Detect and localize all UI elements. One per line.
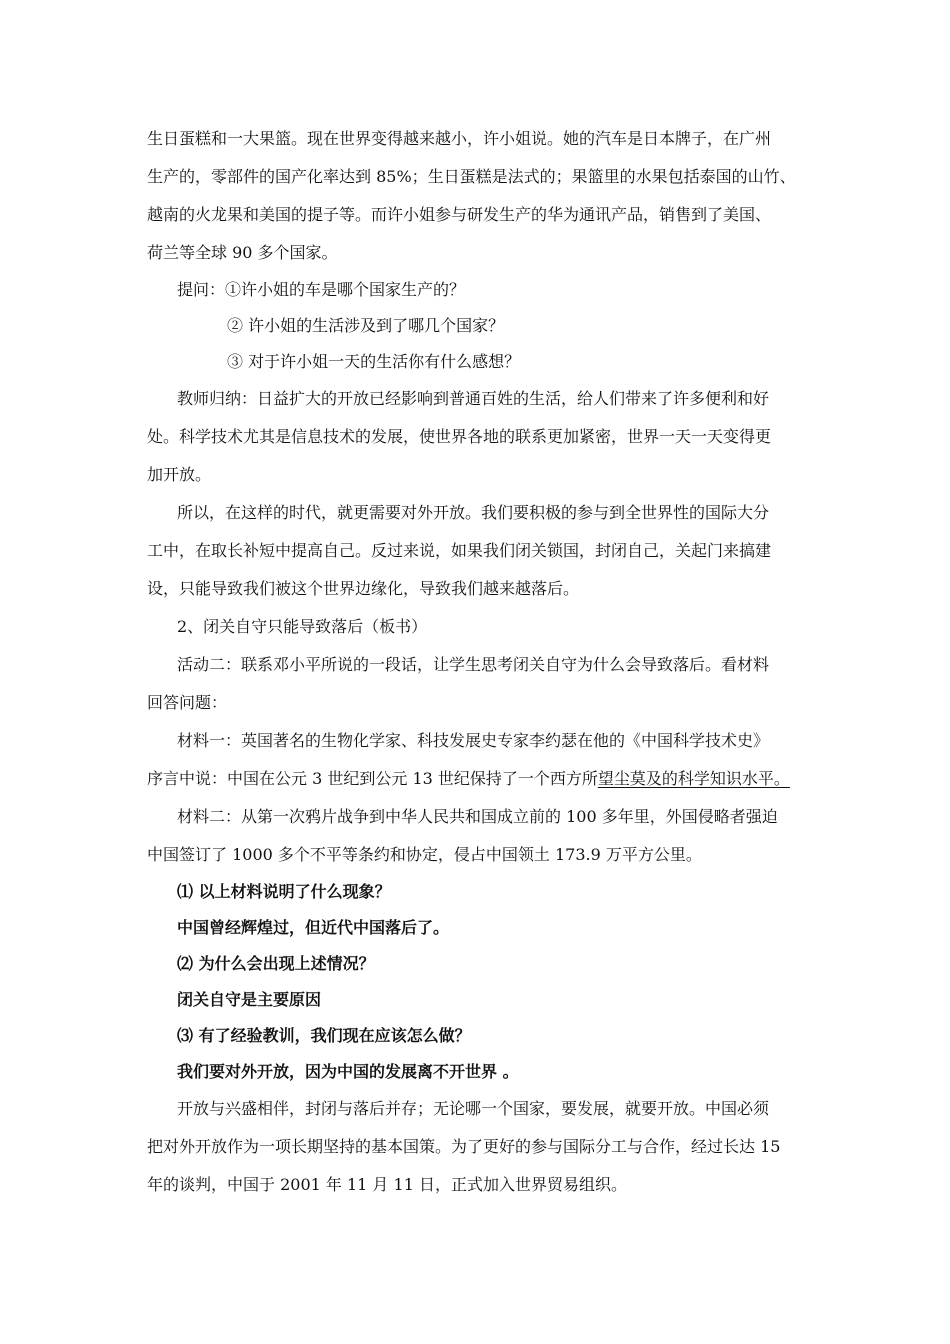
paragraph-line: 生产的，零部件的国产化率达到 85%；生日蛋糕是法式的；果篮里的水果包括泰国的山竹、 xyxy=(147,167,796,186)
paragraph-text: 序言中说：中国在公元 3 世纪到公元 13 世纪保持了一个西方所 xyxy=(147,769,598,788)
paragraph-line: 生日蛋糕和一大果篮。现在世界变得越来越小，许小姐说。她的汽车是日本牌子，在广州 xyxy=(147,129,772,148)
paragraph-line: 越南的火龙果和美国的提子等。而许小姐参与研发生产的华为通讯产品，销售到了美国、 xyxy=(147,205,772,224)
section-heading: 2、闭关自守只能导致落后（板书） xyxy=(177,617,428,636)
underlined-text: 望尘莫及的科学知识水平。 xyxy=(597,769,790,788)
paragraph-line: 教师归纳：日益扩大的开放已经影响到普通百姓的生活，给人们带来了许多便利和好 xyxy=(177,389,770,408)
paragraph-line: 活动二：联系邓小平所说的一段话，让学生思考闭关自守为什么会导致落后。看材料 xyxy=(177,655,770,674)
paragraph-line: 工中，在取长补短中提高自己。反过来说，如果我们闭关锁国，封闭自己，关起门来搞建 xyxy=(147,541,772,560)
paragraph-line: 加开放。 xyxy=(147,465,212,484)
question-line: 提问：①许小姐的车是哪个国家生产的？ xyxy=(177,280,466,299)
paragraph-line: 开放与兴盛相伴，封闭与落后并存；无论哪一个国家，要发展，就要开放。中国必须 xyxy=(177,1099,770,1118)
document-body xyxy=(147,120,807,1204)
paragraph-line: 回答问题： xyxy=(147,693,228,712)
question-line: ⑵ 为什么会出现上述情况？ xyxy=(177,954,375,973)
answer-line: 闭关自守是主要原因 xyxy=(177,990,322,1009)
paragraph-line: 设，只能导致我们被这个世界边缘化，导致我们越来越落后。 xyxy=(147,579,580,598)
question-line: ② 许小姐的生活涉及到了哪几个国家？ xyxy=(227,316,505,335)
question-line: ⑴ 以上材料说明了什么现象？ xyxy=(177,882,391,901)
paragraph-line: 材料一：英国著名的生物化学家、科技发展史专家李约瑟在他的《中国科学技术史》 xyxy=(177,731,770,750)
paragraph-line: 所以，在这样的时代，就更需要对外开放。我们要积极的参与到全世界性的国际大分 xyxy=(177,503,770,522)
paragraph-line: 材料二：从第一次鸦片战争到中华人民共和国成立前的 100 多年里，外国侵略者强迫 xyxy=(177,807,778,826)
answer-line: 中国曾经辉煌过，但近代中国落后了。 xyxy=(177,918,450,937)
question-line: ⑶ 有了经验教训，我们现在应该怎么做？ xyxy=(177,1026,471,1045)
paragraph-line: 中国签订了 1000 多个不平等条约和协定，侵占中国领土 173.9 万平方公里。 xyxy=(147,845,702,864)
answer-line: 我们要对外开放，因为中国的发展离不开世界 。 xyxy=(177,1062,519,1081)
paragraph-line: 年的谈判，中国于 2001 年 11 月 11 日，正式加入世界贸易组织。 xyxy=(147,1175,627,1194)
paragraph-line: 把对外开放作为一项长期坚持的基本国策。为了更好的参与国际分工与合作，经过长达 15 xyxy=(147,1137,781,1156)
paragraph-line: 处。科学技术尤其是信息技术的发展，使世界各地的联系更加紧密，世界一天一天变得更 xyxy=(147,427,772,446)
paragraph-line xyxy=(147,760,807,798)
question-line: ③ 对于许小姐一天的生活你有什么感想？ xyxy=(227,352,521,371)
paragraph-line: 荷兰等全球 90 多个国家。 xyxy=(147,243,338,262)
